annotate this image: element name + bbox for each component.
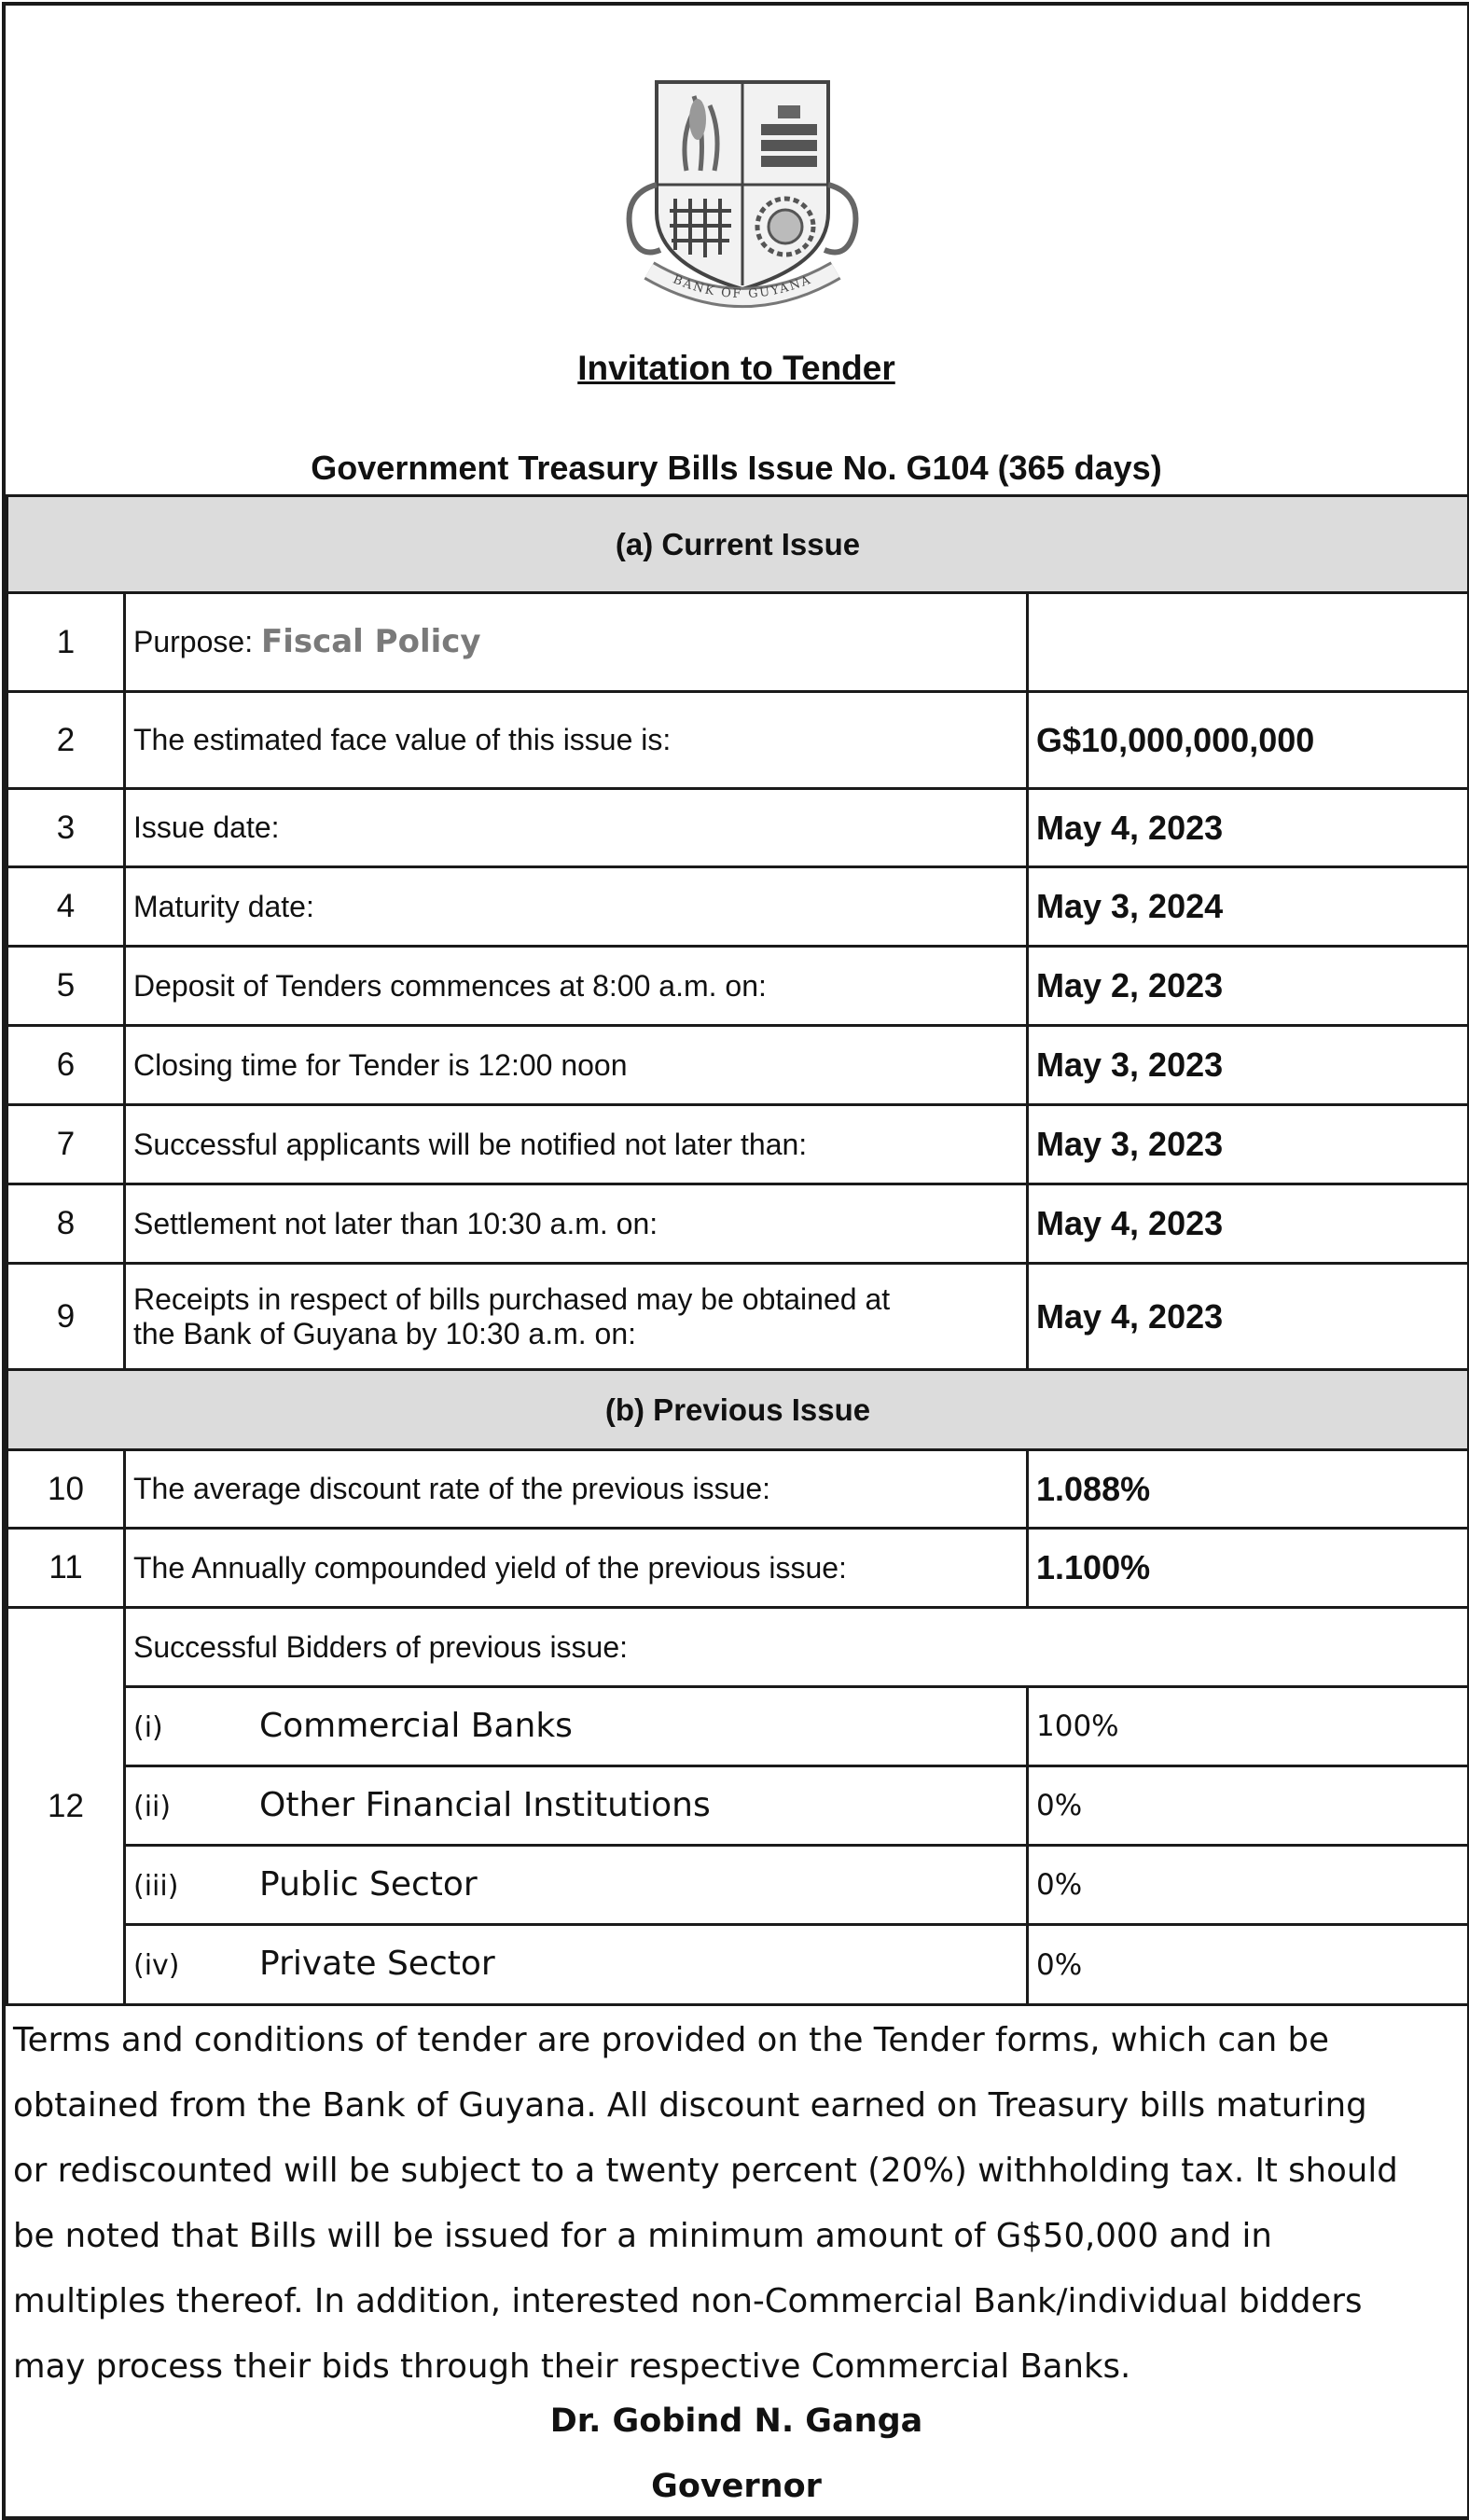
bidder-name: Public Sector xyxy=(259,1864,478,1904)
bidder-share: 0% xyxy=(1028,1846,1469,1925)
issue-subtitle: Government Treasury Bills Issue No. G104 (365 days) xyxy=(311,449,1162,487)
terms-line: obtained from the Bank of Guyana. All discount earned on Treasury bills maturing xyxy=(13,2086,1367,2125)
bidder-name: Other Financial Institutions xyxy=(259,1785,711,1824)
bidder-category xyxy=(125,1766,1028,1846)
row-label: Issue date: xyxy=(125,789,1028,867)
row-label: Successful applicants will be notified not later than: xyxy=(125,1105,1028,1184)
row-number: 8 xyxy=(7,1184,125,1264)
row-value xyxy=(1028,593,1469,692)
bidder-row xyxy=(7,1925,1469,2005)
bidder-category xyxy=(125,1687,1028,1766)
row-label: Settlement not later than 10:30 a.m. on: xyxy=(125,1184,1028,1264)
bidder-share: 0% xyxy=(1028,1925,1469,2005)
bidder-index: (ii) xyxy=(133,1790,172,1823)
row-label: The estimated face value of this issue is: xyxy=(125,692,1028,789)
terms-paragraph xyxy=(13,2008,1457,2400)
purpose-label: Purpose: xyxy=(133,625,261,658)
row-value: May 3, 2023 xyxy=(1028,1026,1469,1105)
bidders-header-row xyxy=(7,1608,1469,1687)
row-value: May 4, 2023 xyxy=(1028,1184,1469,1264)
svg-text:BANK OF GUYANA: BANK OF GUYANA xyxy=(671,272,814,302)
terms-line: multiples thereof. In addition, interested non-Commercial Bank/individual bidders xyxy=(13,2282,1363,2320)
table-row xyxy=(7,1264,1469,1370)
row-number: 11 xyxy=(7,1529,125,1608)
tender-table xyxy=(6,494,1469,2006)
terms-line: be noted that Bills will be issued for a minimum amount of G$50,000 and in xyxy=(13,2217,1272,2255)
row-value: May 3, 2023 xyxy=(1028,1105,1469,1184)
bidder-row xyxy=(7,1766,1469,1846)
table-row xyxy=(7,1450,1469,1529)
row-number: 7 xyxy=(7,1105,125,1184)
terms-line: may process their bids through their respective Commercial Banks. xyxy=(13,2347,1131,2386)
row-number: 6 xyxy=(7,1026,125,1105)
row-label: The average discount rate of the previous issue: xyxy=(125,1450,1028,1529)
row-value: May 4, 2023 xyxy=(1028,789,1469,867)
bidder-index: (iii) xyxy=(133,1869,179,1903)
bidder-index: (iv) xyxy=(133,1949,180,1982)
row-label: Closing time for Tender is 12:00 noon xyxy=(125,1026,1028,1105)
terms-line: Terms and conditions of tender are provided on the Tender forms, which can be xyxy=(13,2021,1329,2059)
row-value: 1.100% xyxy=(1028,1529,1469,1608)
signatory-name: Dr. Gobind N. Ganga xyxy=(549,2402,923,2440)
row-number: 2 xyxy=(7,692,125,789)
bidder-row xyxy=(7,1687,1469,1766)
signatory-title: Governor xyxy=(651,2468,822,2505)
table-row xyxy=(7,1105,1469,1184)
row-value: May 4, 2023 xyxy=(1028,1264,1469,1370)
table-row xyxy=(7,1184,1469,1264)
table-row xyxy=(7,1529,1469,1608)
tender-notice xyxy=(2,2,1469,2520)
row-label: Deposit of Tenders commences at 8:00 a.m. on: xyxy=(125,947,1028,1026)
section-title: (b) Previous Issue xyxy=(7,1370,1469,1450)
bank-of-guyana-crest-icon xyxy=(612,73,873,325)
row-label: Maturity date: xyxy=(125,867,1028,947)
table-row xyxy=(7,1026,1469,1105)
row-value: May 2, 2023 xyxy=(1028,947,1469,1026)
table-row xyxy=(7,789,1469,867)
row-value: May 3, 2024 xyxy=(1028,867,1469,947)
row-label xyxy=(125,1264,1028,1370)
table-row xyxy=(7,947,1469,1026)
purpose-value: Fiscal Policy xyxy=(260,623,481,660)
section-header-previous-issue xyxy=(7,1370,1469,1450)
row-number: 9 xyxy=(7,1264,125,1370)
row-label-line: the Bank of Guyana by 10:30 a.m. on: xyxy=(133,1316,637,1350)
bidder-share: 0% xyxy=(1028,1766,1469,1846)
row-number: 10 xyxy=(7,1450,125,1529)
row-number: 5 xyxy=(7,947,125,1026)
row-value: 1.088% xyxy=(1028,1450,1469,1529)
document-title: Invitation to Tender xyxy=(577,349,895,387)
bidder-name: Private Sector xyxy=(259,1945,495,1983)
bidder-share: 100% xyxy=(1028,1687,1469,1766)
bidder-category xyxy=(125,1846,1028,1925)
bidders-label: Successful Bidders of previous issue: xyxy=(125,1608,1469,1687)
section-title: (a) Current Issue xyxy=(7,496,1469,593)
bidder-index: (i) xyxy=(133,1710,163,1744)
row-value: G$10,000,000,000 xyxy=(1028,692,1469,789)
row-number: 3 xyxy=(7,789,125,867)
row-label: The Annually compounded yield of the previous issue: xyxy=(125,1529,1028,1608)
table-row xyxy=(7,593,1469,692)
bidder-row xyxy=(7,1846,1469,1925)
bidder-name: Commercial Banks xyxy=(259,1706,573,1745)
row-number: 12 xyxy=(7,1608,125,2005)
bidder-category xyxy=(125,1925,1028,2005)
section-header-current-issue xyxy=(7,496,1469,593)
row-number: 1 xyxy=(7,593,125,692)
row-label xyxy=(125,593,1028,692)
row-label-line: Receipts in respect of bills purchased may be obtained at xyxy=(133,1281,891,1316)
table-row xyxy=(7,692,1469,789)
row-number: 4 xyxy=(7,867,125,947)
table-row xyxy=(7,867,1469,947)
terms-line: or rediscounted will be subject to a twenty percent (20%) withholding tax. It should xyxy=(13,2152,1398,2190)
